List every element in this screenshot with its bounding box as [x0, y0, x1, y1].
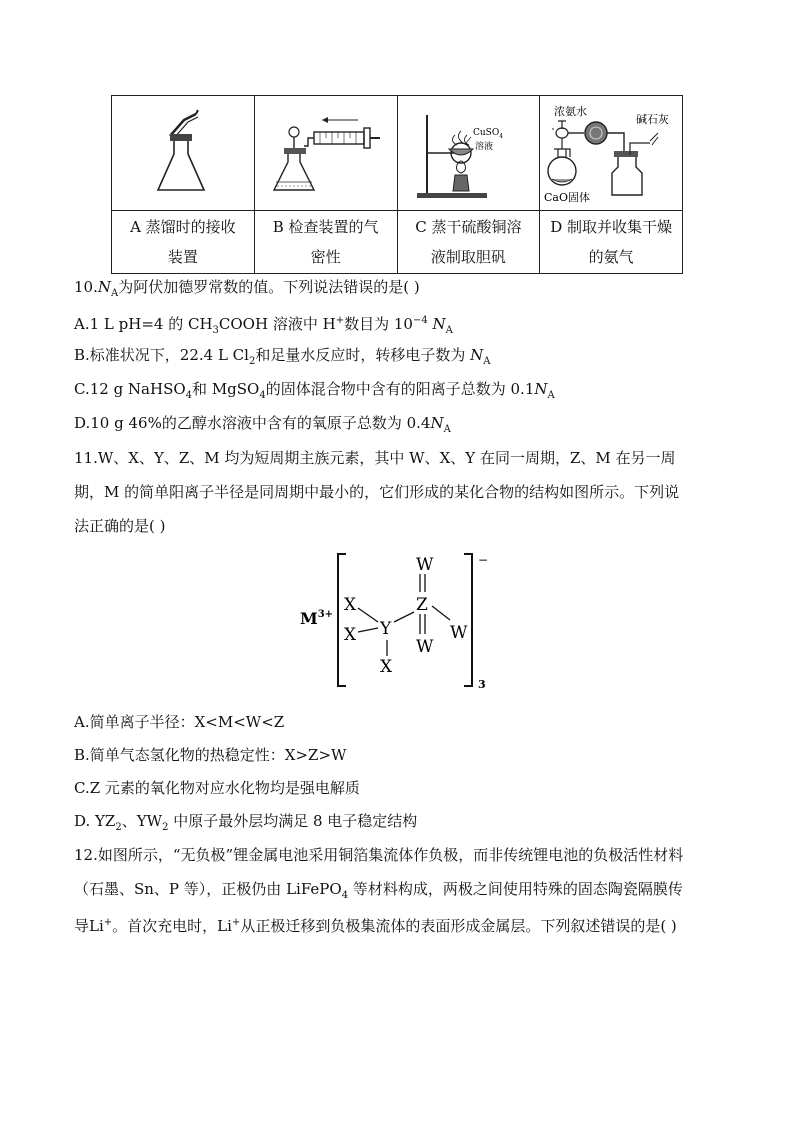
atom-y: Y	[380, 619, 392, 639]
atom-z: Z	[416, 595, 428, 615]
atom-w-right: W	[450, 623, 468, 643]
distillation-receiver-figure	[148, 108, 218, 198]
anion-count: 3	[478, 678, 486, 691]
q10-option-d: D.10 g 46%的乙醇水溶液中含有的氧原子总数为 $0.4N_A$	[74, 414, 451, 435]
q11-option-d: D. $YZ_2$、$YW_2$ 中原子最外层均满足 8 电子稳定结构	[74, 812, 418, 833]
cation-m: $M^{3+}$	[300, 609, 334, 628]
q11-structure-diagram	[290, 548, 510, 692]
q10-option-b: B.标准状况下，22.4 L $Cl_2$和足量水反应时，转移电子数为 $N_A$	[74, 346, 491, 367]
atom-w-bottom: W	[416, 637, 434, 657]
apparatus-a-cell	[112, 96, 255, 211]
airtightness-check-figure	[268, 108, 383, 198]
q12-stem-line1: 12.如图所示，“无负极”锂金属电池采用铜箔集流体作负极，而非传统锂电池的负极活性材料	[74, 846, 684, 864]
apparatus-b-cell	[254, 96, 397, 211]
q11-option-b: B.简单气态氢化物的热稳定性：X>Z>W	[74, 746, 347, 764]
anion-charge: −	[478, 553, 489, 567]
solution-label: 溶液	[474, 142, 493, 152]
atom-x-bottom: X	[380, 657, 393, 677]
q11-stem-line3: 法正确的是( )	[74, 517, 166, 535]
q10-stem: $10.N_A$为阿伏加德罗常数的值。下列说法错误的是( )	[74, 278, 420, 299]
caption-c: C 蒸干硫酸铜溶 液制取胆矾	[397, 211, 540, 274]
q11-stem-line1: 11.W、X、Y、Z、M 均为短周期主族元素，其中 W、X、Y 在同一周期，Z、M 在另一周	[74, 449, 676, 467]
q11-option-c: C.Z 元素的氧化物对应水化物均是强电解质	[74, 779, 360, 797]
cao-solid-label: CaO固体	[544, 191, 591, 203]
q11-stem-line2: 期，M 的简单阳离子半径是同周期中最小的，它们形成的某化合物的结构如图所示。下列说	[74, 483, 680, 501]
atom-x-lower: X	[344, 625, 357, 645]
caption-d: D 制取并收集干燥 的氨气	[540, 211, 683, 274]
q12-stem-line3: 导Li+。首次充电时，Li+从正极迁移到负极集流体的表面形成金属层。下列叙述错误的是( )	[74, 917, 677, 935]
q12-stem-line2: （石墨、Sn、P 等），正极仍由 LiFePO$_4$ 等材料构成，两极之间使用特殊的固态陶瓷隔膜传	[74, 880, 683, 901]
q10-option-a: A.1 L pH=4 的 $CH_3COOH$ 溶液中 H+数目为 $10^{-4}$ $N_A$	[74, 315, 453, 336]
caption-a: A 蒸馏时的接收 装置	[112, 211, 255, 274]
soda-lime-label: 碱石灰	[636, 113, 670, 126]
caption-b: B 检查装置的气 密性	[254, 211, 397, 274]
apparatus-table	[111, 95, 683, 274]
q11-option-a: A.简单离子半径：X<M<W<Z	[74, 713, 285, 731]
cuso4-label: CuSO$_4$	[472, 128, 503, 140]
ammonia-preparation-figure	[540, 103, 690, 203]
ammonia-water-label: 浓氨水	[554, 105, 588, 118]
atom-x-upper: X	[344, 595, 357, 615]
apparatus-d-cell	[540, 96, 683, 211]
q10-option-c: C.12 g NaHSO$_4$和 MgSO$_4$的固体混合物中含有的阳离子总数为 $0.1N_A$	[74, 380, 555, 401]
evaporation-figure	[411, 105, 526, 201]
apparatus-c-cell	[397, 96, 540, 211]
atom-w-top: W	[416, 555, 434, 575]
